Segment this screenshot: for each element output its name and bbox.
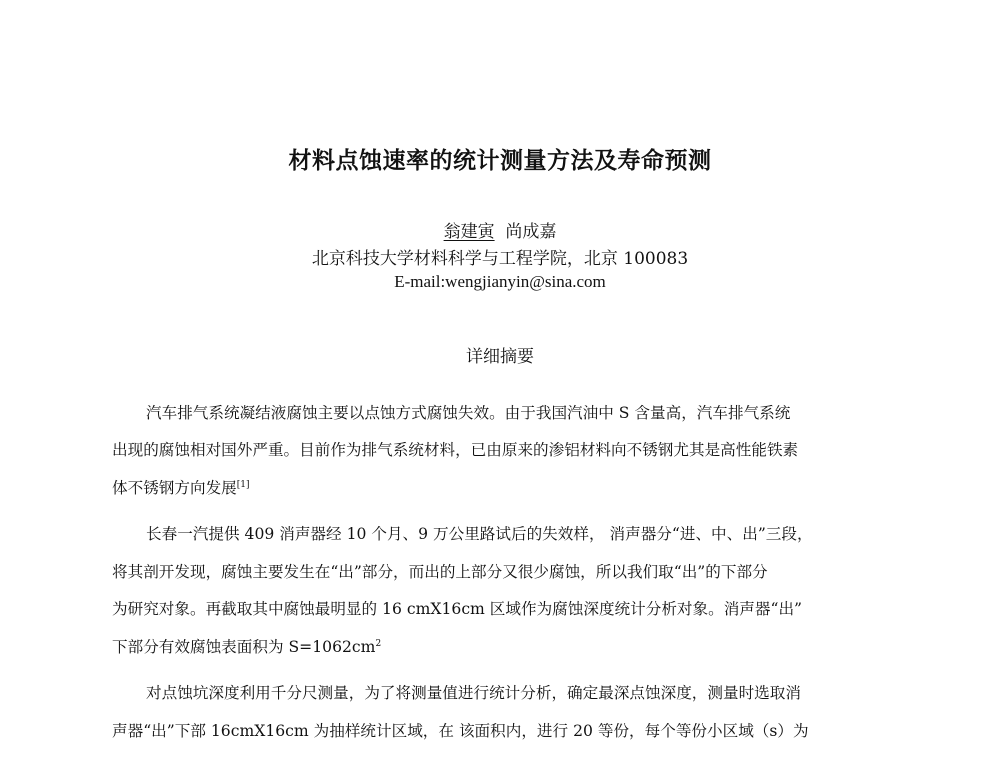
paper-title: 材料点蚀速率的统计测量方法及寿命预测 (288, 148, 712, 174)
citation-marker: [1] (236, 479, 250, 490)
body-line (112, 477, 888, 499)
body-line: 汽车排气系统凝结液腐蚀主要以点蚀方式腐蚀失效。由于我国汽油中 S 含量高，汽车排气系统 (146, 404, 791, 422)
body-line (112, 636, 888, 658)
author-email: E-mail:wengjianyin@sina.com (394, 272, 606, 291)
body-line-text: 体不锈钢方向发展 (112, 479, 237, 497)
body-line: 出现的腐蚀相对国外严重。目前作为排气系统材料，已由原来的渗铝材料向不锈钢尤其是高性能铁素 (112, 441, 799, 459)
superscript-exponent: 2 (375, 638, 382, 649)
author-primary: 翁建寅 (443, 222, 495, 242)
body-line: 对点蚀坑深度利用千分尺测量，为了将测量值进行统计分析，确定最深点蚀深度，测量时选取消 (146, 684, 801, 702)
affiliation: 北京科技大学材料科学与工程学院，北京 100083 (311, 249, 689, 269)
body-line: 长春一汽提供 409 消声器经 10 个月、9 万公里路试后的失效样， 消声器分“进、中、出”三段， (146, 525, 813, 543)
body-line: 为研究对象。再截取其中腐蚀最明显的 16 cmX16cm 区域作为腐蚀深度统计分析对象。消声器“出” (112, 600, 803, 618)
body-line-text: 下部分有效腐蚀表面积为 S=1062cm (112, 638, 376, 656)
body-line: 声器“出”下部 16cmX16cm 为抽样统计区域，在 该面积内，进行 20 等份，每个等份小区域（s）为 (112, 722, 809, 740)
abstract-heading: 详细摘要 (466, 347, 534, 367)
body-line: 将其剖开发现，腐蚀主要发生在“出”部分，而出的上部分又很少腐蚀，所以我们取“出”的下部分 (112, 563, 768, 581)
author-line (0, 217, 1000, 242)
author-secondary: 尚成嘉 (505, 222, 557, 242)
